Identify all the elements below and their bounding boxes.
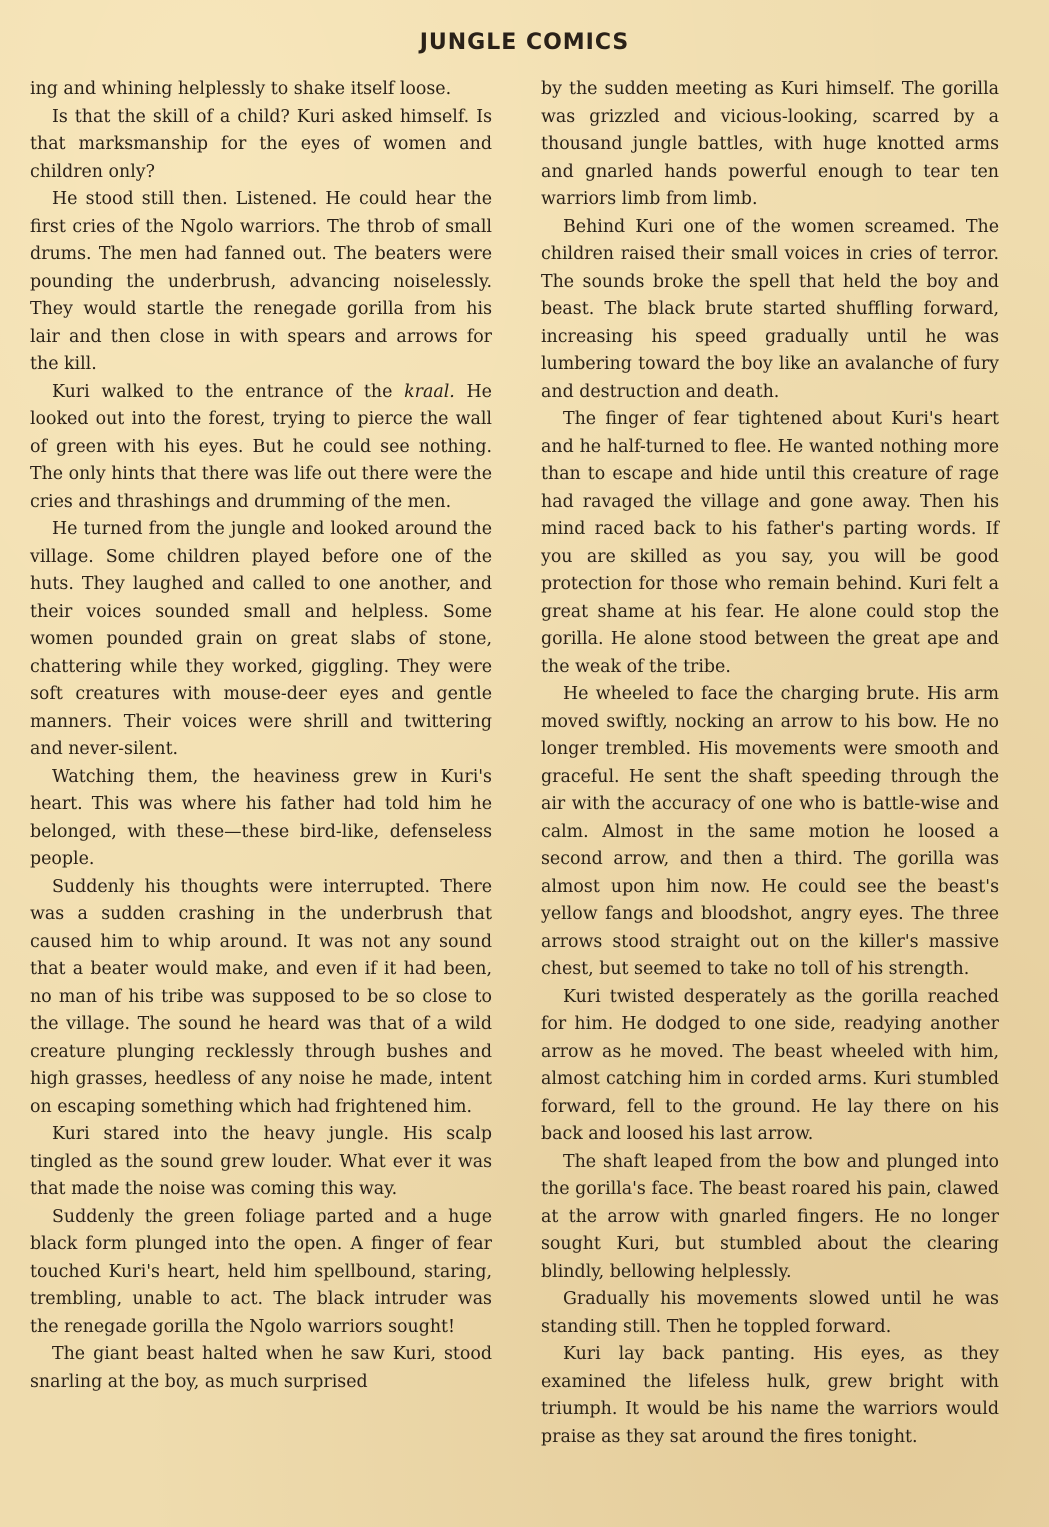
paragraph: Watching them, the heaviness grew in Kuri's heart. This was where his father had told him he belonged, with these—these bird-like, defenseless people. bbox=[30, 766, 492, 869]
text-run: Kuri walked to the entrance of the bbox=[52, 381, 405, 402]
paragraph: Suddenly his thoughts were interrupted. There was a sudden crashing in the underbrush that caused him to whip around. It was not any sound that a beater would make, and even if it had been, no man of his tribe was supposed to be so close to the village. The sound he heard was that of a wild creature plunging recklessly through bushes and high grasses, heedless of any noise he made, intent on escaping something which had frightened him. bbox=[30, 876, 492, 1117]
paragraph: Behind Kuri one of the women screamed. The children raised their small voices in cries of terror. The sounds broke the spell that held the boy and beast. The black brute started shuffling forward, increasing his speed gradually until he was lumbering toward the boy like an avalanche of fury and destruction and death. bbox=[541, 216, 999, 402]
paragraph: by the sudden meeting as Kuri himself. The gorilla was grizzled and vicious-looking, scarred by a thousand jungle battles, with huge knotted arms and gnarled hands powerful enough to tear ten warriors limb from limb. bbox=[541, 79, 999, 209]
right-text-column bbox=[541, 76, 999, 1451]
paragraph: He stood still then. Listened. He could hear the first cries of the Ngolo warriors. The throb of small drums. The men had fanned out. The beaters were pounding the underbrush, advancing noiselessly. They would startle the renegade gorilla from his lair and then close in with spears and arrows for the kill. bbox=[30, 189, 492, 374]
paragraph: He turned from the jungle and looked around the village. Some children played before one of the huts. They laughed and called to one another, and their voices sounded small and helpless. Some women pounded grain on great slabs of stone, chattering while they worked, giggling. They were soft creatures with mouse-deer eyes and gentle manners. Their voices were shrill and twittering and never-silent. bbox=[30, 519, 492, 759]
paragraph: Gradually his movements slowed until he was standing still. Then he toppled forward. bbox=[541, 1289, 999, 1337]
text-run: He looked out into the forest, trying to pierce the wall of green with his eyes. But he could see nothing. The only hints that there was life out there were the cries and thrashings and drumming of the men. bbox=[30, 381, 492, 512]
paragraph: Kuri stared into the heavy jungle. His scalp tingled as the sound grew louder. What ever it was that made the noise was coming this way. bbox=[30, 1124, 492, 1199]
paragraph: Kuri lay back panting. His eyes, as they examined the lifeless hulk, grew bright with triumph. It would be his name the warriors would praise as they sat around the fires tonight. bbox=[541, 1344, 999, 1447]
paragraph: He wheeled to face the charging brute. His arm moved swiftly, nocking an arrow to his bow. He no longer trembled. His movements were smooth and graceful. He sent the shaft speeding through the air with the accuracy of one who is battle-wise and calm. Almost in the same motion he loosed a second arrow, and then a third. The gorilla was almost upon him now. He could see the beast's yellow fangs and bloodshot, angry eyes. The three arrows stood straight out on the killer's massive chest, but seemed to take no toll of his strength. bbox=[541, 684, 999, 979]
left-text-column bbox=[30, 76, 492, 1396]
paragraph: The shaft leaped from the bow and plunged into the gorilla's face. The beast roared his pain, clawed at the arrow with gnarled fingers. He no longer sought Kuri, but stumbled about the clearing blindly, bellowing helplessly. bbox=[541, 1151, 999, 1282]
paragraph: The giant beast halted when he saw Kuri, stood snarling at the boy, as much surprised bbox=[30, 1344, 492, 1392]
page-header-title: JUNGLE COMICS bbox=[419, 30, 630, 55]
paragraph: Suddenly the green foliage parted and a huge black form plunged into the open. A finger of fear touched Kuri's heart, held him spellbound, staring, trembling, unable to act. The black intruder was the renegade gorilla the Ngolo warriors sought! bbox=[30, 1206, 492, 1337]
paragraph: ing and whining helplessly to shake itself loose. bbox=[30, 79, 452, 99]
paragraph: Is that the skill of a child? Kuri asked himself. Is that marksmanship for the eyes of women and children only? bbox=[30, 106, 492, 182]
paragraph: The finger of fear tightened about Kuri's heart and he half-turned to flee. He wanted nothing more than to escape and hide until this creature of rage had ravaged the village and gone away. Then his mind raced back to his father's parting words. If you are skilled as you say, you will be good protection for those who remain behind. Kuri felt a great shame at his fear. He alone could stop the gorilla. He alone stood between the great ape and the weak of the tribe. bbox=[541, 409, 999, 677]
paragraph: Kuri twisted desperately as the gorilla reached for him. He dodged to one side, readying another arrow as he moved. The beast wheeled with him, almost catching him in corded arms. Kuri stumbled forward, fell to the ground. He lay there on his back and loosed his last arrow. bbox=[541, 986, 999, 1144]
italic-word: kraal. bbox=[404, 381, 455, 402]
paragraph-with-italic bbox=[30, 379, 492, 517]
